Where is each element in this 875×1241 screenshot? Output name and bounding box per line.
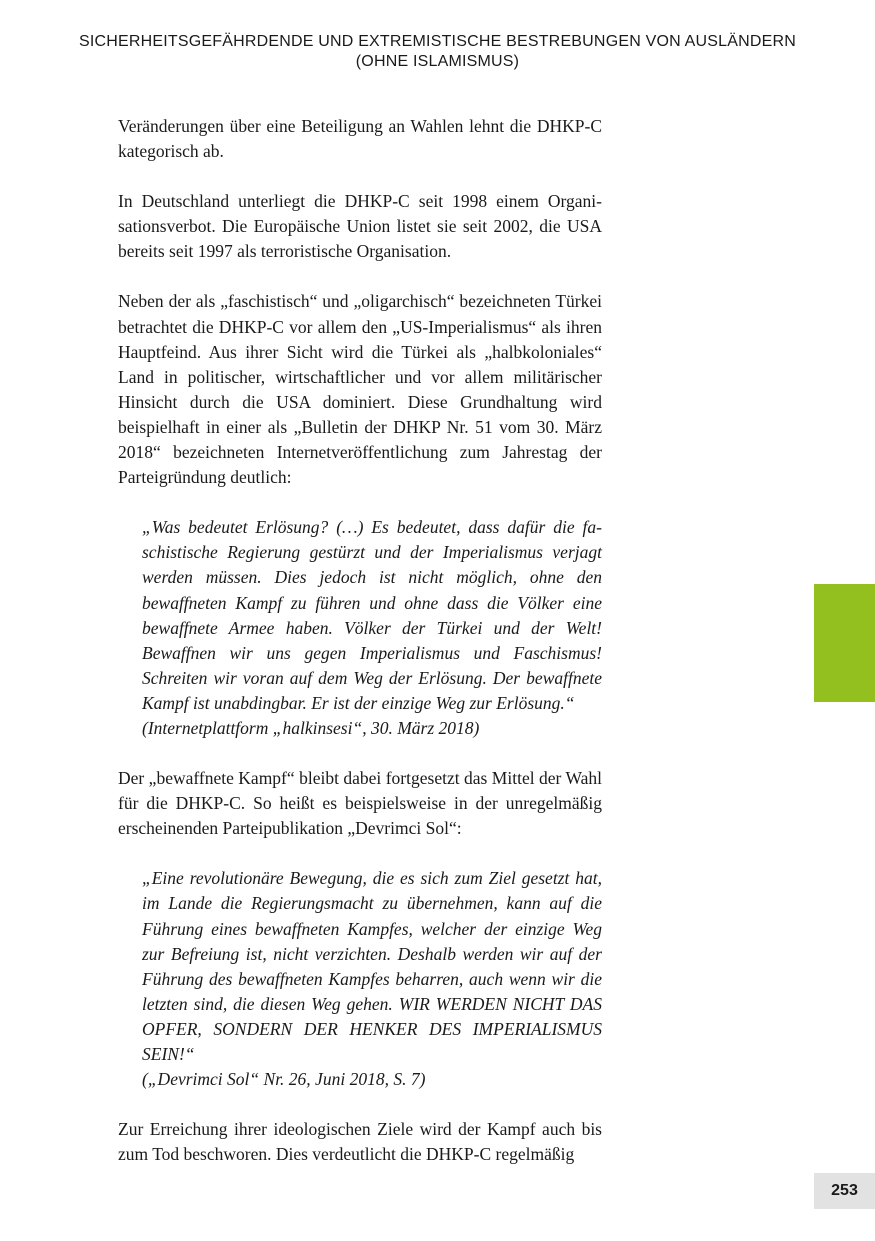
paragraph-1: Veränderungen über eine Beteiligung an Wahlen lehnt die DHKP-C kategorisch ab. — [118, 116, 602, 162]
quote-2-source: („Devrimci Sol“ Nr. 26, Juni 2018, S. 7) — [142, 1069, 426, 1090]
quote-1-text: „Was bedeutet Erlösung? (…) Es bedeutet, dass dafür die faschistische Regierung gestürzt und der Imperialismus verjagt werden müssen. Dies jedoch ist nicht möglich, ohne den bewaffneten Kampf zu führen und ohne dass die Völker eine bewaffnete Armee haben. Völker der Türkei und der Welt! Bewaffnen wir uns gegen Imperialismus und Faschismus! Schreiten wir voran auf dem Weg der Erlösung. Der bewaffnete Kampf ist unabdingbar. Er ist der einzige Weg zur Erlösung.“ — [142, 517, 602, 713]
quote-2-text: „Eine revolutionäre Bewegung, die es sich zum Ziel gesetzt hat, im Lande die Regierungsmacht zu übernehmen, kann auf die Führung eines bewaffneten Kampfes, welcher der einzige Weg zur Befreiung ist, nicht verzichten. Deshalb werden wir auf der Führung des bewaffneten Kampfes beharren, auch wenn wir die letzten sind, die diesen Weg gehen. WIR WERDEN NICHT DAS OPFER, SONDERN DER HENKER DES IMPERIALISMUS SEIN!“ — [142, 868, 602, 1064]
block-quote-2 — [142, 866, 602, 1092]
block-quote-1 — [142, 515, 602, 741]
text-column — [118, 114, 602, 1192]
page-number — [814, 1173, 875, 1209]
chapter-marker-tab — [814, 584, 875, 702]
paragraph-3: Neben der als „faschistisch“ und „oligarchisch“ bezeichneten Türkei betrachtet die DHKP-C vor allem den „US-Imperialismus“ als ihren Hauptfeind. Aus ihrer Sicht wird die Türkei als „halbkoloniales“ Land in politischer, wirtschaftlicher und vor allem militärischer Hinsicht durch die USA dominiert. Diese Grundhaltung wird beispielhaft in einer als „Bulletin der DHKP Nr. 51 vom 30. März 2018“ bezeichneten Internetveröffentlichung zum Jahrestag der Parteigründung deutlich: — [118, 291, 602, 488]
running-header — [0, 32, 875, 72]
paragraph-2: In Deutschland unterliegt die DHKP-C seit 1998 einem Organisationsverbot. Die Europäische Union listet sie seit 2002, die USA bereits seit 1997 als terroristische Organisation. — [118, 191, 602, 262]
page-number-label: 253 — [831, 1182, 858, 1199]
header-line-1: SICHERHEITSGEFÄHRDENDE UND EXTREMISTISCHE BESTREBUNGEN VON AUSLÄNDERN — [78, 33, 797, 50]
quote-1-source: (Internetplattform „halkinsesi“, 30. März 2018) — [142, 717, 480, 738]
paragraph-5: Zur Erreichung ihrer ideologischen Ziele wird der Kampf auch bis zum Tod beschworen. Dies verdeutlicht die DHKP-C regelmäßig — [118, 1119, 602, 1165]
header-line-2: (OHNE ISLAMISMUS) — [355, 53, 520, 70]
paragraph-4: Der „bewaffnete Kampf“ bleibt dabei fortgesetzt das Mittel der Wahl für die DHKP-C. So heißt es beispielsweise in der unregelmäßig erscheinenden Parteipublikation „Devrimci Sol“: — [118, 768, 602, 839]
